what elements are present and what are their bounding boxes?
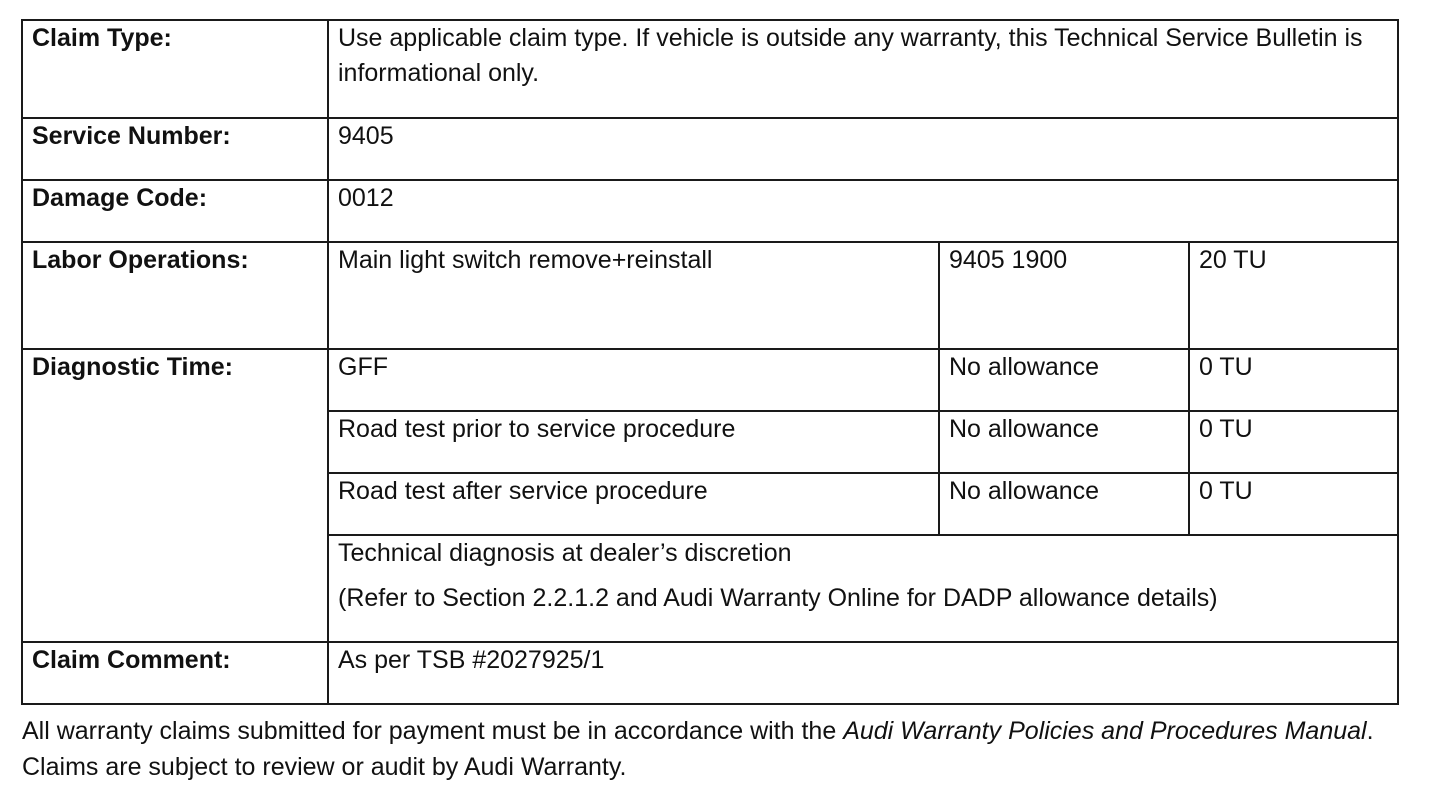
diagnostic-allowance: No allowance: [939, 349, 1189, 411]
warranty-footer-note: [22, 713, 1422, 785]
labor-time: 20 TU: [1189, 242, 1398, 349]
diagnostic-note: [328, 535, 1398, 642]
diagnostic-allowance: No allowance: [939, 473, 1189, 535]
diagnostic-time: 0 TU: [1189, 473, 1398, 535]
damage-code-value: 0012: [328, 180, 1398, 242]
labor-code: 9405 1900: [939, 242, 1189, 349]
diagnostic-row: [22, 349, 1398, 411]
diagnostic-time: 0 TU: [1189, 411, 1398, 473]
service-number-label: Service Number:: [22, 118, 328, 180]
labor-operations-row: [22, 242, 1398, 349]
labor-operations-label: Labor Operations:: [22, 242, 328, 349]
claim-comment-value: As per TSB #2027925/1: [328, 642, 1398, 704]
warranty-claim-sheet: [21, 19, 1397, 705]
diagnostic-allowance: No allowance: [939, 411, 1189, 473]
claim-comment-label: Claim Comment:: [22, 642, 328, 704]
footer-manual-title: Audi Warranty Policies and Procedures Manual: [843, 717, 1367, 745]
diagnostic-time-label: Diagnostic Time:: [22, 349, 328, 642]
footer-text-end: . Claims are subject to review or audit by Audi Warranty.: [22, 717, 1374, 781]
diagnostic-description: Road test prior to service procedure: [328, 411, 939, 473]
claim-type-label: Claim Type:: [22, 20, 328, 118]
claim-comment-row: [22, 642, 1398, 704]
warranty-claim-table: [21, 19, 1399, 705]
claim-type-row: [22, 20, 1398, 118]
service-number-value: 9405: [328, 118, 1398, 180]
damage-code-label: Damage Code:: [22, 180, 328, 242]
damage-code-row: [22, 180, 1398, 242]
diagnostic-time: 0 TU: [1189, 349, 1398, 411]
labor-description: Main light switch remove+reinstall: [328, 242, 939, 349]
diagnostic-note-line1: Technical diagnosis at dealer’s discretion: [338, 539, 792, 567]
footer-text-start: All warranty claims submitted for payment must be in accordance with the: [22, 717, 844, 745]
diagnostic-description: GFF: [328, 349, 939, 411]
diagnostic-description: Road test after service procedure: [328, 473, 939, 535]
diagnostic-note-line2: (Refer to Section 2.2.1.2 and Audi Warranty Online for DADP allowance details): [338, 584, 1218, 612]
claim-type-value: Use applicable claim type. If vehicle is outside any warranty, this Technical Service Bulletin is informational only.: [328, 20, 1398, 118]
service-number-row: [22, 118, 1398, 180]
